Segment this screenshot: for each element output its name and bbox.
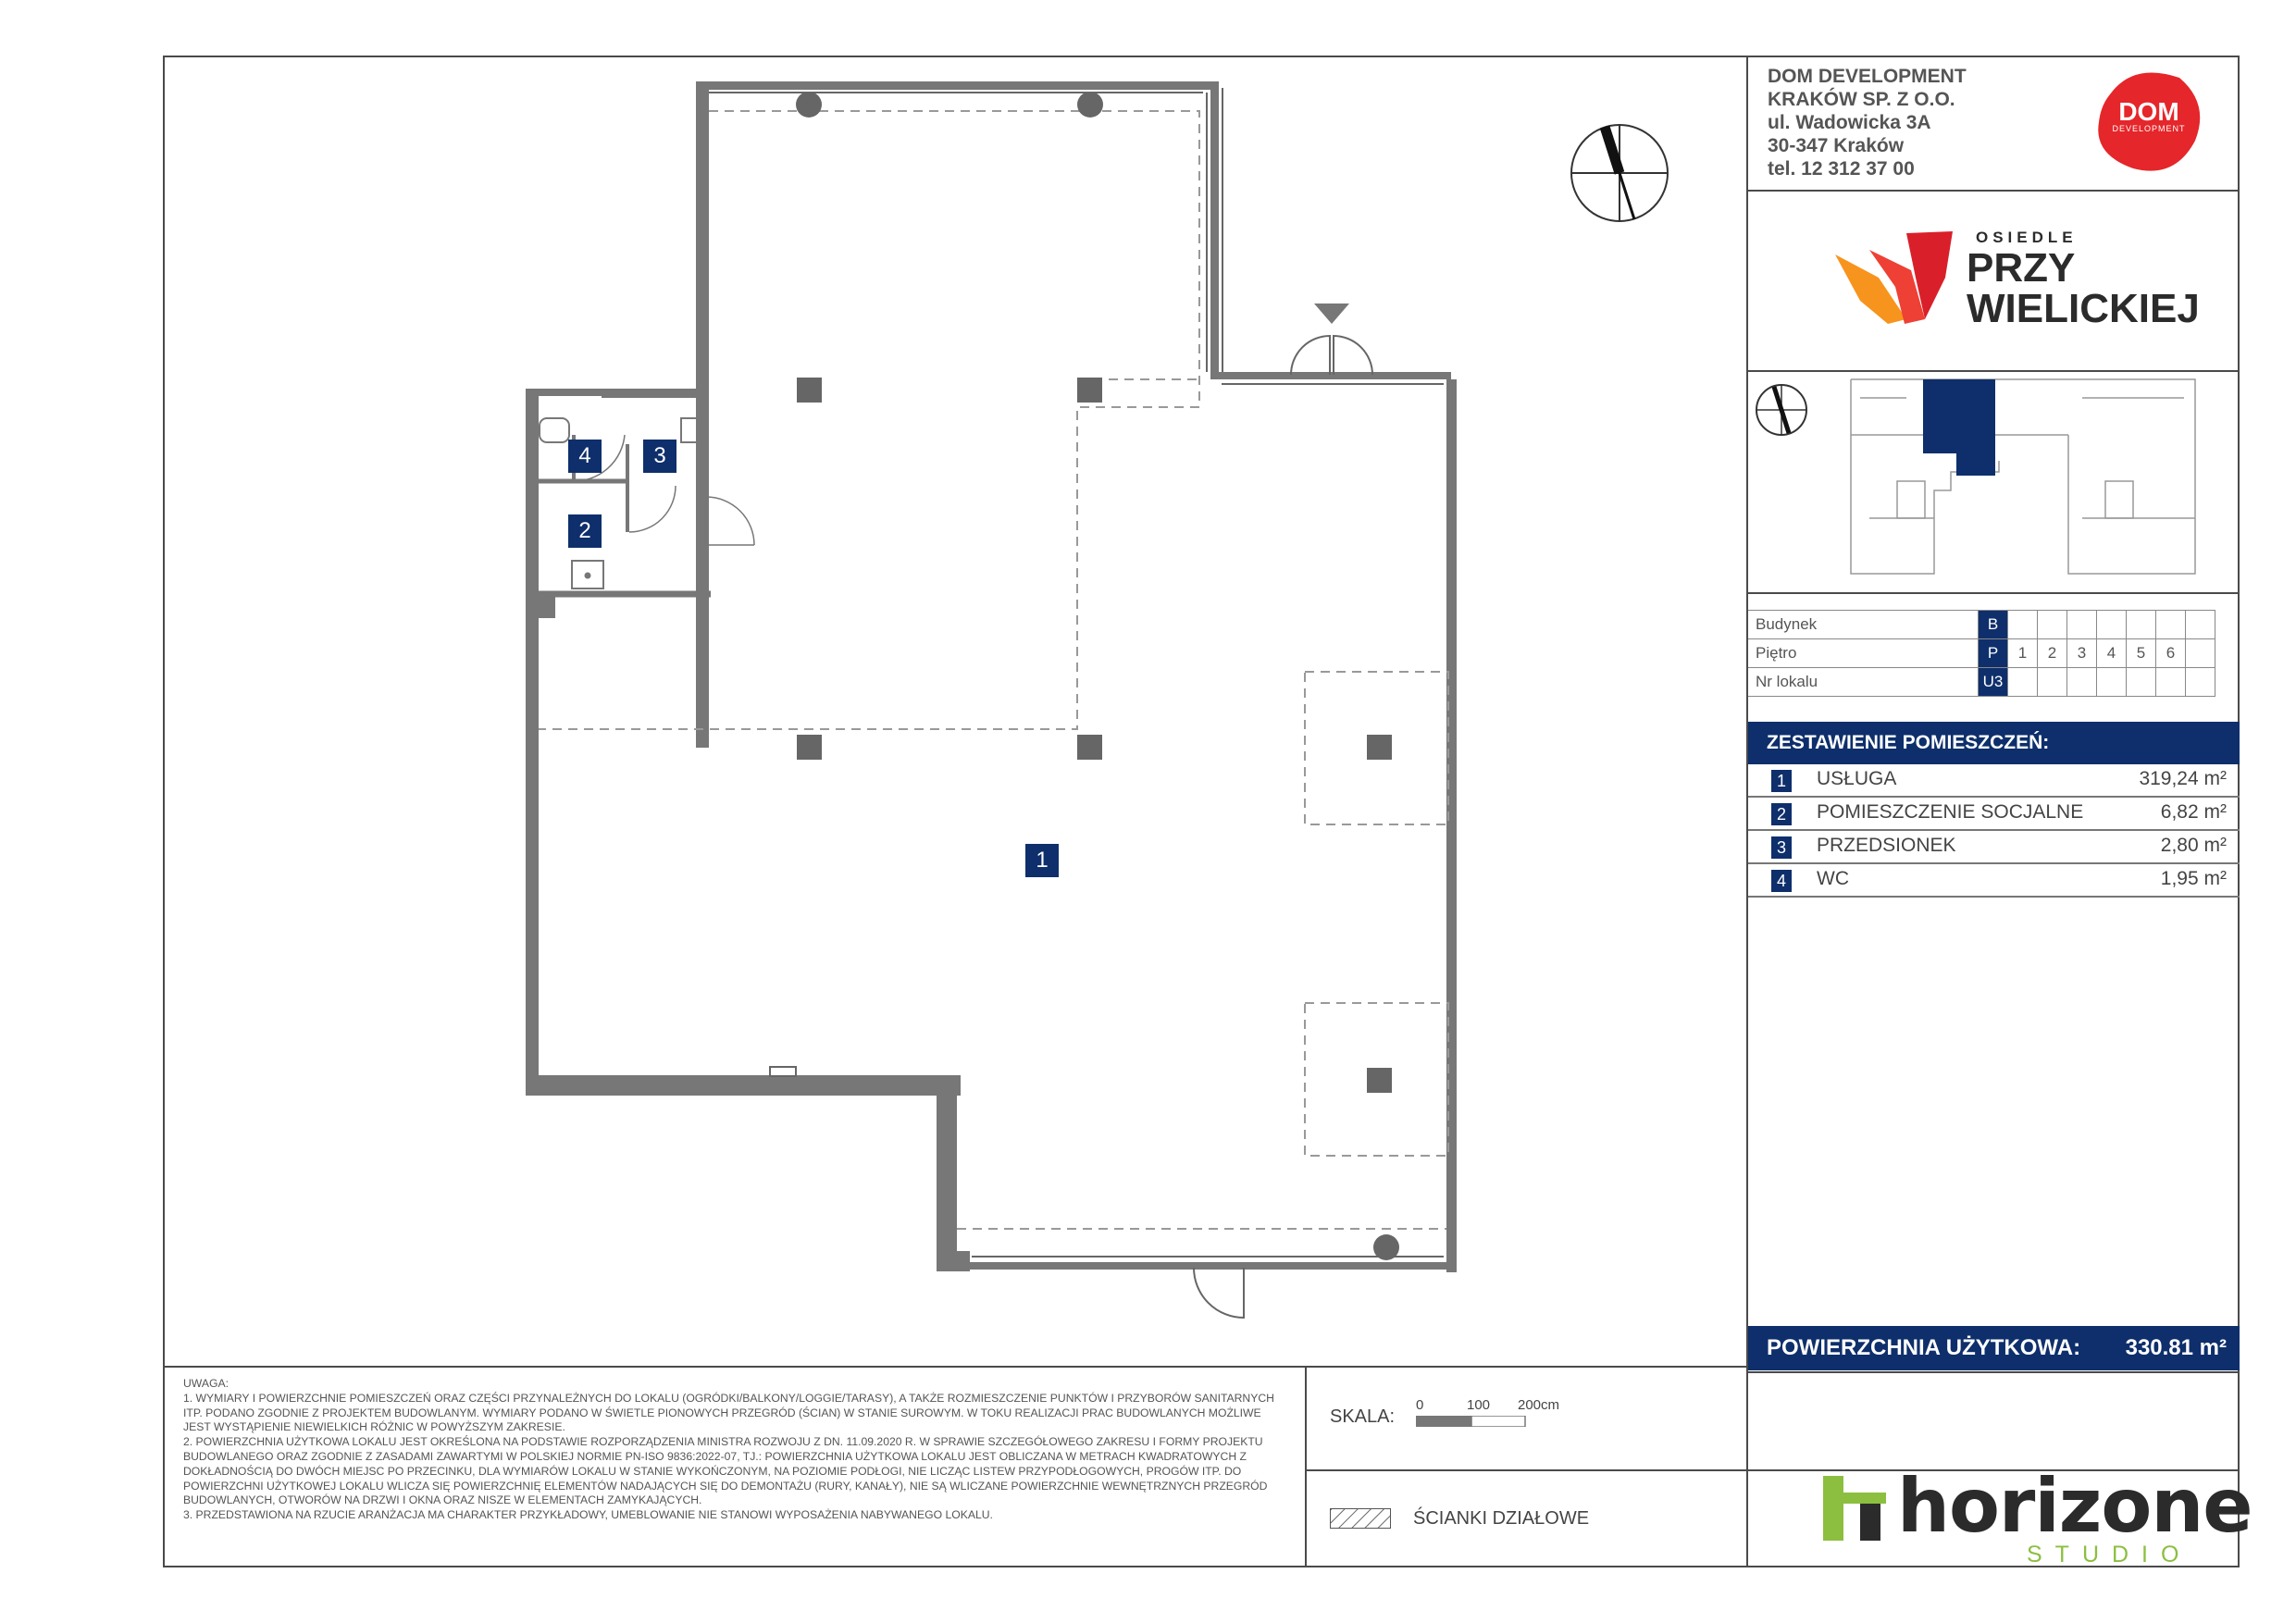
notes-title: UWAGA: [183,1377,229,1390]
total-area-label: POWIERZCHNIA UŻYTKOWA: [1767,1335,2081,1360]
horizone-mark-icon [1823,1476,1888,1541]
room-name: USŁUGA [1817,768,1897,789]
room-name: WC [1817,868,1849,889]
scale-label: SKALA: [1330,1406,1396,1427]
company-address-line2: 30-347 Kraków [1768,135,1905,156]
estate-logo-line2: WIELICKIEJ [1967,286,2200,331]
scale-tick-0: 0 [1416,1397,1424,1413]
floor-1: 1 [2008,639,2038,668]
floor-p: P [1979,639,2008,668]
room-area: 1,95 m² [2160,868,2227,889]
outer-walls [526,81,1457,1272]
company-address-line1: ul. Wadowicka 3A [1768,112,1931,133]
floor-5: 5 [2127,639,2156,668]
entrance-arrow-icon [1314,304,1349,324]
note-item: 3. PRZEDSTAWIONA NA RZUCIE ARANŻACJA MA CHARAKTER PRZYKŁADOWY, UMEBLOWANIE NIE STANOWI WYPOSAŻENIA NABYWANEGO LOKALU. [183,1508,993,1522]
total-area-value: 330.81 m² [2125,1335,2227,1360]
unit-value: U3 [1979,668,2008,697]
company-info [1768,65,1967,180]
unit-info-table [1748,610,2215,697]
scale-bar [1416,1416,1527,1427]
dom-logo-word: DOM [2118,97,2179,126]
room-tag-3: 3 [643,440,676,473]
building-value: B [1979,611,2008,639]
entrance-doors [770,336,1372,1318]
horizone-word: horizone [1897,1463,2253,1549]
company-name-line1: DOM DEVELOPMENT [1768,66,1967,87]
floor-3: 3 [2067,639,2097,668]
room-name: POMIESZCZENIE SOCJALNE [1817,801,2084,823]
company-phone: tel. 12 312 37 00 [1768,158,1915,180]
room-tag-1: 1 [1025,844,1059,877]
room-number: 2 [1771,803,1792,825]
room-tag-4: 4 [568,440,602,473]
room-number: 1 [1771,770,1792,792]
estate-logo-small: OSIEDLE [1976,229,2078,246]
estate-logo-line1: PRZY [1967,245,2076,291]
room-area: 2,80 m² [2160,835,2227,856]
floor-label: Piętro [1748,639,1979,668]
keyplan [1756,379,2195,574]
room-row [1748,831,2240,864]
rooms-heading: ZESTAWIENIE POMIESZCZEŃ: [1748,722,2240,764]
building-label: Budynek [1748,611,1979,639]
company-name-line2: KRAKÓW SP. Z O.O. [1768,89,1955,110]
total-area-bar [1748,1326,2240,1370]
wet-rooms [533,396,754,616]
unit-label: Nr lokalu [1748,668,1979,697]
partition-hatch-swatch [1330,1508,1391,1529]
scale-tick-100: 100 [1467,1397,1491,1413]
room-row [1748,798,2240,831]
floor-6: 6 [2156,639,2186,668]
notes [183,1377,1285,1523]
dom-logo-subword: DEVELOPMENT [2112,124,2186,133]
room-number: 3 [1771,836,1792,859]
room-area: 319,24 m² [2139,768,2227,789]
room-area: 6,82 m² [2160,801,2227,823]
room-name: PRZEDSIONEK [1817,835,1956,856]
partition-legend-label: ŚCIANKI DZIAŁOWE [1413,1508,1590,1529]
floor-2: 2 [2038,639,2067,668]
room-tag-2: 2 [568,514,602,548]
room-number: 4 [1771,870,1792,892]
floor-4: 4 [2097,639,2127,668]
horizone-studio-word: STUDIO [2027,1542,2192,1567]
dashed-zones [539,111,1448,1229]
room-row [1748,764,2240,798]
scale-tick-200: 200cm [1518,1397,1560,1413]
note-item: 2. POWIERZCHNIA UŻYTKOWA LOKALU JEST OKREŚLONA NA PODSTAWIE ROZPORZĄDZENIA MINISTRA ROZWOJU Z DN. 11.09.2020 R. W SPRAWIE SZCZEGÓŁOWEGO ZAKRESU I FORMY PROJEKTU BUDOWLANEGO ORAZ ZGODNIE Z ZASADAMI ZAWARTYMI W POLSKIEJ NORMIE PN-ISO 9836:2022-07, TJ.: POWIERZCHNIA UŻYTKOWA LOKALU JEST OBLICZANA W METRACH KWADRATOWYCH Z DOKŁADNOŚCIĄ DO DWÓCH MIEJSC PO PRZECINKU, DLA WYMIARÓW LOKALU W STANIE WYKOŃCZONYM, NA POZIOMIE PODŁOGI, NIE LICZĄC LISTEW PRZYPODŁOGOWYCH, PROGÓW ITP. DO POWIERZCHNI UŻYTKOWEJ LOKALU WLICZA SIĘ POWIERZCHNIĘ ELEMENTÓW NADAJĄCYCH SIĘ DO DEMONTAŻU (RURY, KANAŁY), NIE SĄ WLICZANE POWIERZCHNIE WEWNĘTRZNYCH PRZEGRÓD BUDOWLANYCH, OTWORÓW NA DRZWI I OKNA ORAZ NISZE W ELEMENTACH ZAMYKAJĄCYCH. [183,1435,1268,1507]
room-row [1748,864,2240,898]
north-arrow-icon [1571,125,1668,221]
note-item: 1. WYMIARY I POWIERZCHNIE POMIESZCZEŃ ORAZ CZĘŚCI PRZYNALEŻNYCH DO LOKALU (OGRÓDKI/BALKONY/LOGGIE/TARASY), A TAKŻE ROZMIESZCZENIE PUNKTÓW I PRZYBORÓW SANITARNYCH ITP. PODANO ZGODNIE Z PROJEKTEM BUDOWLANYM. WYMIARY PODANO W ŚWIETLE PIONOWYCH PRZEGRÓD (ŚCIAN) W STANIE SUROWYM. W TOKU REALIZACJI PRAC BUDOWLANYCH MOŻLIWE JEST WYSTĄPIENIE NIEWIELKICH RÓŻNIC W POWYŻSZYM ZAKRESIE. [183,1391,1274,1434]
